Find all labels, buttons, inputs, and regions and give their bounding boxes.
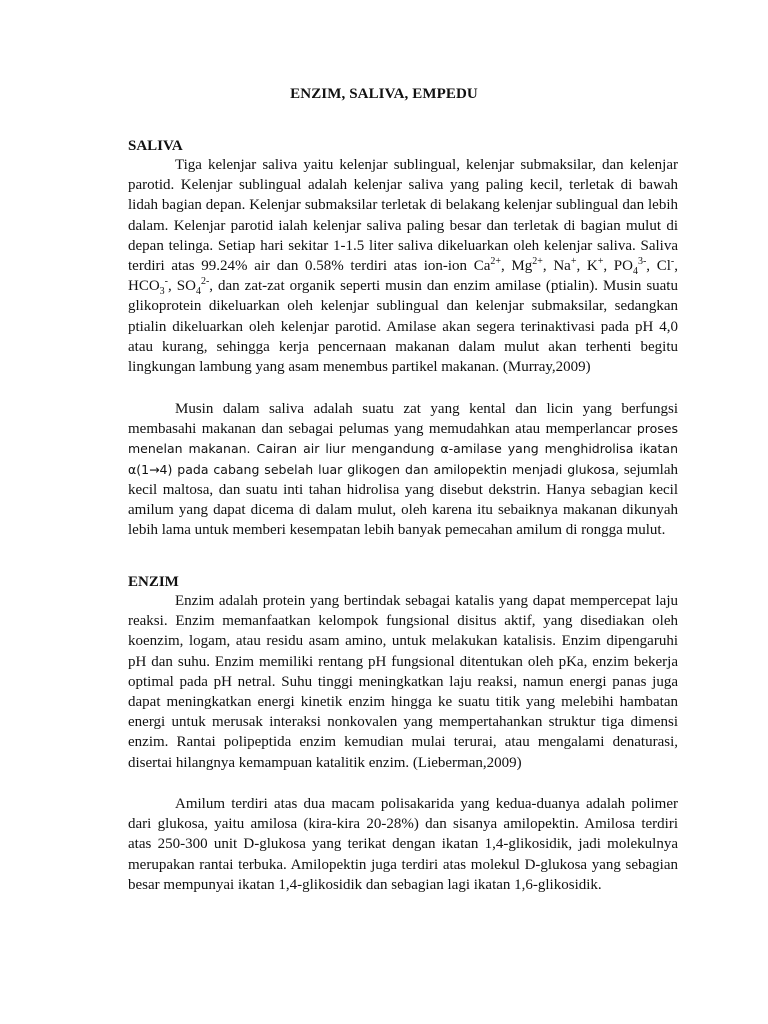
paragraph-text: , Cl [646, 258, 671, 275]
superscript: + [597, 256, 604, 268]
superscript: 2+ [532, 256, 543, 268]
section-heading-enzim: ENZIM [128, 574, 179, 590]
page-title: ENZIM, SALIVA, EMPEDU [290, 86, 478, 102]
superscript: + [570, 256, 577, 268]
section-heading-saliva: SALIVA [128, 138, 183, 154]
superscript: - [670, 256, 675, 268]
paragraph-saliva-2 [128, 399, 678, 540]
paragraph-saliva-1 [128, 155, 678, 377]
superscript: - [164, 276, 169, 288]
subscript: 4 [195, 286, 201, 298]
paragraph-text: , K [576, 258, 598, 275]
subscript: 3 [159, 286, 165, 298]
subscript: 4 [632, 266, 638, 278]
paragraph-text-sans: proses menelan makanan. Cairan air liur mengandung α-amilase yang menghidrolisa ikatan α(1→4) pada cabang sebelah luar glikogen dan amilopektin menjadi glukosa, [128, 421, 678, 477]
paragraph-text: , PO [603, 258, 633, 275]
paragraph-text: Musin dalam saliva adalah suatu zat yang kental dan licin yang berfungsi membasahi makanan dan sebagai pelumas yang memudahkan atau memperlancar [128, 401, 678, 438]
paragraph-text: , dan zat-zat organik seperti musin dan enzim amilase (ptialin). Musin suatu glikoprotein dikeluarkan oleh kelenjar sublingual dan kelenjar submaksilar, sedangkan ptialin dikeluarkan oleh kelenjar parotid. Amilase akan segera terinaktivasi pada pH 4,0 atau kurang, sehingga kerja pencernaan makanan dalam mulut akan terhenti begitu lingkungan lambung yang asam menembus partikel makanan. (Murray,2009) [128, 278, 678, 376]
superscript: 2- [200, 276, 210, 288]
paragraph-text: , SO [168, 278, 196, 295]
superscript: 3- [637, 256, 647, 268]
superscript: 2+ [490, 256, 502, 268]
paragraph-text: , HCO [128, 258, 678, 295]
paragraph-text: , Na [542, 258, 571, 275]
paragraph-enzim-2: Amilum terdiri atas dua macam polisakarida yang kedua-duanya adalah polimer dari glukosa, yaitu amilosa (kira-kira 20-28%) dan sisanya amilopektin. Amilosa terdiri atas 250-300 unit D-glukosa yang terikat dengan ikatan 1,4-glikosidik, jadi molekulnya merupakan rantai terbuka. Amilopektin juga terdiri atas molekul D-glukosa yang sebagian besar mempunyai ikatan 1,4-glikosidik dan sebagian lagi ikatan 1,6-glikosidik. [128, 796, 678, 893]
paragraph-text: sejumlah kecil maltosa, dan suatu inti tahan hidrolisa yang disebut dekstrin. Hanya sebagian kecil amilum yang dapat dicema di dalam mulut, oleh karena itu sebaiknya makanan dikunyah lebih lama untuk memberi kesempatan lebih banyak pemecahan amilum di rongga mulut. [128, 461, 679, 539]
paragraph-text: , Mg [501, 258, 533, 275]
paragraph-enzim-1: Enzim adalah protein yang bertindak sebagai katalis yang dapat mempercepat laju reaksi. Enzim memanfaatkan kelompok fungsional disitus aktif, yang disediakan oleh koenzim, logam, atau residu asam amino, untuk melakukan katalisis. Enzim dipengaruhi pH dan suhu. Enzim memiliki rentang pH fungsional ditentukan oleh pKa, enzim bekerja optimal pada pH netral. Suhu tinggi meningkatkan laju reaksi, namun energi panas juga dapat meningkatkan energi kinetik enzim hingga ke suatu titik yang melebihi hambatan energi untuk merusak interaksi nonkovalen yang mempertahankan struktur tiga dimensi enzim. Rantai polipeptida enzim kemudian mulai terurai, atau mengalami denaturasi, disertai hilangnya kemampuan katalitik enzim. (Lieberman,2009) [128, 593, 678, 771]
paragraph-text: Tiga kelenjar saliva yaitu kelenjar sublingual, kelenjar submaksilar, dan kelenjar parotid. Kelenjar sublingual adalah kelenjar saliva yang paling kecil, terletak di bawah lidah bagian depan. Kelenjar submaksilar terletak di belakang kelenjar sublingual dan lebih dalam. Kelenjar parotid ialah kelenjar saliva paling besar dan terletak di bagian mulut di depan telinga. Setiap hari sekitar 1-1.5 liter saliva dikeluarkan oleh kelenjar saliva. Saliva terdiri atas 99.24% air dan 0.58% terdiri atas ion-ion Ca [128, 157, 678, 275]
